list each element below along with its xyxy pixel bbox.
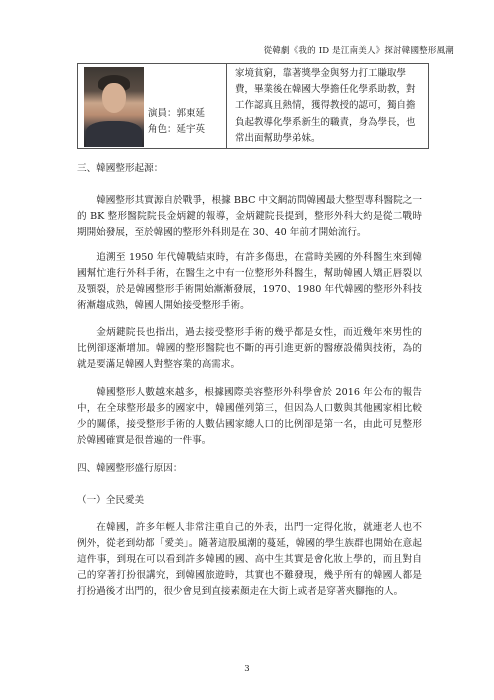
section-3-heading: 三、韓國整形起源： — [77, 163, 164, 174]
running-header: 從韓劇《我的 ID 是江南美人》探討韓國整形風潮 — [263, 46, 454, 56]
page-number: 3 — [244, 664, 250, 674]
actor-role-label — [148, 106, 205, 138]
actor-photo — [84, 67, 144, 147]
paragraph: 追溯至 1950 年代韓戰結束時，有許多傷患，在當時美國的外科醫生來到韓國幫忙進行外科手術，在醫生之中有一位整形外科醫生，幫助韓國人矯正唇裂以及顎裂，於是韓國整形手術開始漸漸發展，1970、1980 年代韓國的整形外科技術漸趨成熟，韓國人開始接受整形手術。 — [77, 252, 422, 311]
subsection-heading: （一）全民愛美 — [77, 495, 145, 506]
character-description: 家境貧窮，靠著獎學金與努力打工賺取學費，畢業後在韓國大學擔任化學系助教，對工作認真且熱情，獲得教授的認可，獨自擔負起教導化學系新生的職責，身為學長，也常出面幫助學弟妹。 — [227, 64, 429, 149]
paragraph: 韓國整形其實源自於戰爭，根據 BBC 中文網訪問韓國最大整型專科醫院之一的 BK 整形醫院院長金炳鍵的報導，金炳鍵院長提到，整形外科大約是從二戰時期開始發展，至於韓國的整形外科則是在 30、40 年前才開始流行。 — [77, 195, 422, 238]
section-4-heading: 四、韓國整形盛行原因： — [77, 463, 183, 474]
actor-name: 演員：郭東延 — [148, 108, 206, 119]
paragraph: 金炳鍵院長也指出，過去接受整形手術的幾乎都是女性，而近幾年來男性的比例卻逐漸增加。韓國的整形醫院也不斷的再引進更新的醫療設備與技術，為的就是要滿足韓國人對整容業的高需求。 — [77, 327, 422, 370]
paragraph: 在韓國，許多年輕人非常注重自己的外表，出門一定得化妝，就連老人也不例外，從老到幼都「愛美」。隨著這股風潮的蔓延，韓國的學生族群也開始在意起這件事，到現在可以看到許多韓國的國、高中生其實是會化妝上學的，而且對自己的穿著打扮很講究，到韓國旅遊時，其實也不難發現，幾乎所有的韓國人都是打扮過後才出門的，很少會見到直接素顏走在大街上或者是穿著夾腳拖的人。 — [77, 522, 422, 597]
profile-photo-cell — [78, 64, 227, 149]
paragraph: 韓國整形人數越來越多，根據國際美容整形外科學會於 2016 年公布的報告中，在全球整形最多的國家中，韓國僅列第三，但因為人口數與其他國家相比較少的關係，接受整形手術的人數佔國家總人口的比例卻是第一名，由此可見整形於韓國確實是很普遍的一件事。 — [77, 387, 422, 446]
character-profile-table — [77, 63, 429, 149]
character-name: 角色：延宇英 — [148, 124, 206, 135]
